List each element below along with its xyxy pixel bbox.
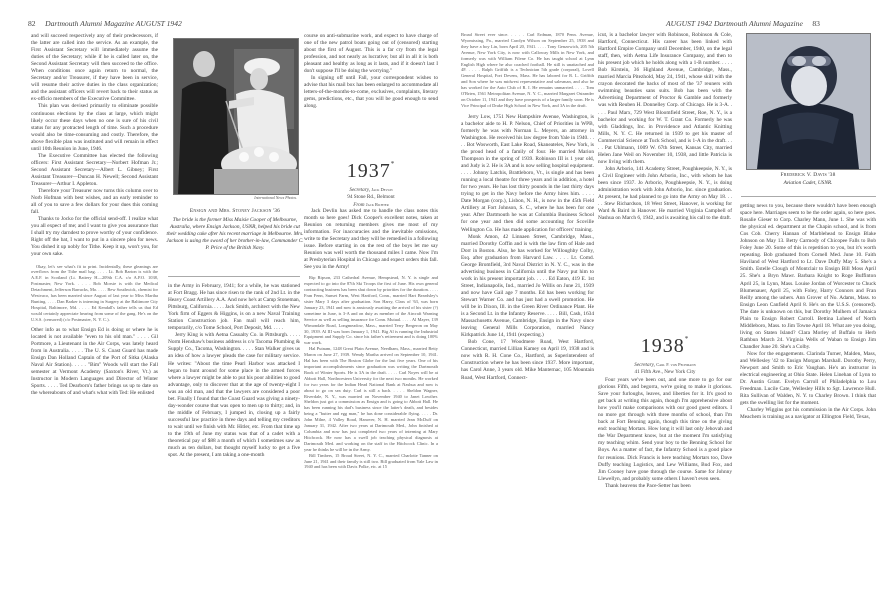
secretary-address: 41 Fifth Ave., New York City bbox=[634, 369, 696, 375]
right-page bbox=[448, 0, 896, 600]
paragraph: icut, is a bachelor lawyer with Robinson, Robinson & Cole, Hartford, Connecticut. His career has been linked with Hartford Empire Company until December, 1940, on the legal staff, then, with Aetna Life Insurance Company, and then to his present job which he holds along with a 1-B number. . . . . Bob Kirstein, 36 Highland Avenue, Cambridge, Mass., married Marcia Pitezhold, May 24, 1941, whose skill with the crayon decorated the backs of most of the '37 reuners with swimming beauties sans suits. Bob has been with the Advertising Department of Proctor & Gamble and formerly was with Reuben H. Donnelley Corp. of Chicago. He is 3-A. . . . . Paul Marx, 729 West Bloomfield Street, Roe, N. Y., is a bachelor and working for W. T. Grant Co. Formerly he was with Gladdings, Inc. in Providence and Atlantic Knitting Mills, N. Y. C. He returned in 1939 to get his master of Commercial Science at Tuck School, and is 1-A in the draft. . . . . Pat Uhlmann, 1009 W. 67th Street, Kansas City, married Helen Jane Weil on November 10, 1938, and little Patricia is now living with them. bbox=[598, 32, 732, 165]
left-column-1 bbox=[31, 33, 158, 397]
from-label: From bbox=[353, 202, 365, 208]
paragraph: Thanks to Jocko for the official send-off. I realize what you all expect of me; and I want to give you assurance that I shall try my darndest to prove worthy of your confidence. Right off the bat, I want to put in a sincere plea for news. You dished it up nobly for Tithe. Keep it up, won't you, for your own sake. bbox=[31, 216, 158, 258]
paragraph: and will succeed respectively any of their predecessors, if the latter are called into the service. As an example, the First Assistant Secretary will immediately assume the duties of the Secretary; while if he is called later on, the Second Assistant Secretary will then succeed to the office. When conditions once again return to normal, the Secretary and/or Treasurer, if they have been in service, will resume their active duties in the class organization; and the assistant officers will revert back to their status as ex-officio members of the Executive Committee. bbox=[31, 33, 158, 103]
wedding-photo-image bbox=[174, 39, 298, 194]
photo-caption-subtitle: Aviation Cadet, USNR. bbox=[783, 180, 833, 186]
paragraph: The Executive Committee has elected the following officers: First Assistant Secretary—Norbert Hofman Jr.; Second Assistant Secretary—Albert L. Gibney; First Assistant Treasurer—Duncan H. Newell; Second Assistant Treasurer—Arthur I. Appleton. bbox=[31, 152, 158, 187]
divider-rule bbox=[168, 276, 300, 277]
wedding-photo bbox=[173, 38, 299, 195]
paragraph: course on anti-submarine work, and expect to have charge of one of the new patrol boats going out of (censored) starting about the first of August. This is a far cry from the legal profession, and not nearly as lucrative; but all in all it is both pleasant and healthy as long as it lasts, and if it doesn't last I don't suppose I'll be doing the worrying." bbox=[304, 33, 438, 75]
paragraph: Monk Amon, 42 Linnaen Street, Cambridge, Mass., married Dorothy Coffin and is with the law firm of Hale and Dorr in Boston. Also, he has worked for Willoughby Colby, Esq. after graduation from Harvard Law. . . . . Lt. Comd. George Bromfield, 3rd Naval District in N. Y. C., was in the advertising business in California until the Navy put him to work in his present important job. . . . . Ed Eaton, 419 E. 1st Street, Indianapolis, Ind., married Jo Willis on June 21, 1939 and now have Gail age 7 months. Ed has been working for Stewart Warner Co. and has just had a swell promotion. He will be in Dixon, Ill. in the Green River Ordinance Plant. He is a Second Lt. in the Infantry Reserve. . . . . Bill, Cash, 1634 Massachusetts Avenue, Cambridge, Ensign in the Navy since leaving General Mills Corporation, married Nancy Kirkpatrick June 14, 1941 (expecting.) bbox=[461, 233, 594, 339]
aviation-cadet-photo-image bbox=[747, 34, 870, 169]
running-head-right bbox=[666, 19, 820, 28]
right-column-3 bbox=[740, 203, 876, 421]
running-head-title: Dartmouth Alumni Magazine AUGUST 1942 bbox=[45, 19, 182, 28]
paragraph: Now for the engagements. Clarinda Turner, Malden, Mass, and Wellesley '42 to Ensign Morgan Marshall. Dorothy Perry, Newport and Smith to Eric Vaughan. He's an instructor in electrical engineering at Ohio State. Helen Linehan of Lynn to Dr. Austin Grant. Evelyn Carroll of Philadelphia to Lou Freedman. Lucile Cate, Wellesley Hills to Sgt. Lawrence Hull. Rita Sullivan of Walden, N. Y. to Charley Brown. I think that gets the swelling list for the moment. bbox=[740, 350, 876, 407]
small-print-block bbox=[461, 32, 594, 109]
small-print-paragraph: Bill Timbers, 15 Broad Street, N. Y. C., married Charlotte Tanner on June 21, 1941 and their family is still two. Bill graduated from Yale Law in 1940 and has been with Davis Polke, etc. at 15 bbox=[304, 452, 438, 470]
paragraph: This plan was devised primarily to eliminate possible continuous elections by the class at large, which might likely occur these days when no one is sure of his civil status for any protracted length of time. Such a procedure would also be time-consuming and costly. Therefore, the above flexible plan was instituted and will remain in effect until 10th Reunion in June, 1946. bbox=[31, 103, 158, 152]
photo-caption-body: The bride is the former Miss Maisie Cooper of Melbourne, Australia, where Ensign Jackson, USNR, helped his bride cut their wedding cake after his recent marriage in Melbourne. Mrs. Jackson is using the sword of her brother-in-law, Commander C. P. Price of the British Navy. bbox=[166, 217, 304, 252]
paragraph: in the Army in February, 1941; for a while, he was stationed at Fort Bragg. He has since risen to the rank of 2nd Lt. in the Heavy Coast Artillery A.A. And now he's at Camp Stoneman, Pittsburg, California. . . . . Jack Smith, architect with the New York firm of Eggers & Higgins, is on a new Naval Training Station Construction job. Fan mail will reach him, temporarily, c/o Tome School, Port Deposit, Md. . . . . bbox=[168, 283, 300, 332]
class-marker: * bbox=[390, 160, 396, 168]
left-column-3 bbox=[304, 33, 438, 111]
secretary-label: Secretary, bbox=[634, 362, 655, 368]
paragraph: Bob Cone, 17 Woodmere Road, West Hartford, Connecticut, married Lillian Kamey on April 19, 1938 and is now with R. H. Cone Co., Hartford, as Superintendent of Construction where he has been since 1937. More important, has Carol Anne, 3 years old. Mike Manternac, 105 Mountain Road, West Hartford, Connect- bbox=[461, 339, 594, 381]
paragraph: Other info as to what Ensign Ed is doing or where he is located is not available "even to his old man." . . . . Gil Portmore, a Lieutenant in the Air Corps, was lately heard from in Australia. . . . . The U. S. Coast Guard has made Ensign Dan Holland Captain of the Port of Sitka (Alaska Naval Air Station). . . . . "Bim" Woods will start the Fall semester at Vermont Academy (Saxton's River, Vt.) as Instructor in Modern Languages and Director of Winter Sports. . . . . Ted Dearborn's father brings us up to date on the whereabouts of and what's what with Ted: He enlisted bbox=[31, 326, 158, 396]
secretary-address: 94 Stone Rd., Belmont bbox=[347, 194, 395, 200]
small-print-paragraph: Okay, let's see what's fit to print. Incidentally, these gleanings are overflows from the Tithe mail bag. . . . . Lt. Bob Barton is with the A.E.F. in Scotland (Lt. Battery H—209th C.A. c/o A.P.O. 1038, Postmaster, New York. . . . . Bob Morsie is with the Medical Detachment, Jefferson Barracks, Mo. . . . . Bew Southwick, chemist for Westvaco, has been married since August of last year to Miss Martha Bunting. . . . . Dan Barker is interning in Surgery at the Baltimore City Hospital, Baltimore, Md. . . . . Ed Kendall's father tells us that Ed would certainly appreciate hearing from some of the gang. He's on the U.S.S. (censored) (c/o Postmaster, N. Y. C.). bbox=[31, 263, 158, 322]
paragraph: Charley Wiggins got his commission in the Air Corps. John Meachem is training as a navigator at Ellington Field, Texas, bbox=[740, 407, 876, 421]
class-year: 1938 bbox=[640, 335, 685, 357]
left-column-2 bbox=[168, 283, 300, 459]
paragraph: Jack Devlin has asked me to handle the class notes this month so here goes! Dick Cooper's excellent notes, taken at Reunion on returning members gives me most of my information. For inaccuracies and the inevitable omissions, write to the Secretary and they will be remedied in a following issue. Before starting in on the rest of the boys let me say Reunion was well worth the thousand miles I came. Now I'm at Presbyterian Hospital in Chicago and expect orders this fall. See you in the Army! bbox=[304, 208, 438, 271]
paragraph: getting news to you, because there wouldn't have been enough space here. Marriages seem to be the order again, so here goes. Rosalie Gieser to Corp. Charley Mann, June 1. She was with the physical ed. department at the Chapin school, and is from Cos Cob. Cherry Hannan of Marblehead to Ensign Blake Johnson on May 13. Betty Carmody of Chicopee Falls to Bob Foley June 20. Some of this is repetition to you, but it's worth repeating. Bob graduated from Cornell Med. June 10. Faith Haviland of West Hartford to Lt. Dave Duffy May 5. She's a Smith. Estelle Clough of Montclair to Ensign Bill Moss April 25. She's a Bryn Mawr. Barbara Knight to Roge Buffinton April 25, in Lynn, Mass. Louise Jordan of Worcester to Chuck Blumenauer, April 25, with Foley, Harry Connors and Fran Reilly among the ushers. Ann Grover of No. Adams, Mass. to Ensign Leon Canfield April 8. He's on the U.S.S. (censored). The date is unknown on this, but Dorothy Mulhern of Jamaica Plain to Ensign Robert Carroll. Bettina Loheed of North Middleboro, Mass. to Jim Towne April 18. What are you doing, living on Staten Island? Clara Morley of Buffalo to Herb Rathbun March 24. Virginia Wells of Waban to Ensign Jim Chandler June 20. She's a Colby. bbox=[740, 203, 876, 350]
class-year-heading-1937 bbox=[304, 160, 438, 183]
page-number: 83 bbox=[812, 19, 820, 28]
photo-credit: International News Photos. bbox=[254, 196, 297, 200]
left-column-3-cont bbox=[304, 208, 438, 470]
class-year-heading-1938 bbox=[598, 335, 732, 358]
aviation-cadet-photo bbox=[746, 33, 871, 170]
photo-caption-title: Ensign and Mrs. Stoney Jackson '36 bbox=[189, 208, 281, 214]
secretary-name: Carl F. von Pechmann bbox=[656, 362, 696, 367]
from-name: Jack Richter bbox=[365, 202, 389, 207]
small-print-paragraph: Rip Ripson, 233 Cathedral Avenue, Hempstead, N. Y. is single and expected to go into the 87th Ski Troops the first of June. His own general contracting business has been shut down by priorities for the duration. . . . . Fran Fenn, Sunset Farm, West Hartford, Conn., married Hart Beardsley's sister Mary 3 days after graduation. Son Harry, Class of '63, was born January 23, 1941 and now is anxiously awaiting the arrival of his sister (?) sometime in June, is 3-A and on duty as member of the Aircraft Warning Service as well as selling insurance for Conn. Mutual. . . . . Al Mayer, 139 Wimondale Road, Longmeadow, Mass., married Terry Bergeron on May 30, 1939. Al III was born January 1, 1941. Big Al is running the Industrial Equipment and Supply Co. since his father's retirement and is doing 100% war work. bbox=[304, 275, 438, 346]
class-year: 1937 bbox=[346, 160, 391, 182]
photo-caption-title: Frederick V. Davis '38 bbox=[780, 172, 836, 178]
small-print-paragraph: Broad Street ever since. . . . . Carl Erdman, 1870 Penn. Avenue, Wyomissing, Pa., married Carolyn Wilson on September 25, 1938 and they have a boy Lin, born April 20, 1941. . . . . Tony Genzowich, 205 5th Avenue, New York City, is now with Calloway Mills in New York, and formerly was with William Filene Co. He has taught school at Lynn English High where he also coached football. He still is unattached and 4F. . . . . Ralph Griffith is a Technician 5th grade (corporal), Lovell General Hospital, Fort Devens, Mass. He has labored for R. L. Griffith and Son where he was midwest representative and salesman, and also he has worked for the Auto Club of R. I. He remains unmarried. . . . . Tom O'Brien, 1561 Metropolitan Avenue, N. Y. C., married Margaret Ostrander on October 11, 1941 and they have prospects of a larger family soon. He is Vice Principal of Drake High School in New York, and 3A in the draft. bbox=[461, 32, 594, 108]
secretary-label: Secretary, bbox=[349, 187, 371, 193]
class-marker: * bbox=[684, 335, 690, 343]
paragraph: Therefore your Treasurer now turns this column over to Norb Hofman with best wishes, and an early reminder to all of you to save a few dollars for your dues this coming fall. bbox=[31, 188, 158, 216]
paragraph: Jerry Low, 1751 New Hampshire Avenue, Washington, is a bachelor aide to H. P. Nelson, Chief of Priorities in WPB, formerly he was with Norman L. Meyers, an attorney in Washington. He received his law degree from Yale in 1940. . . . . Bot Wosworth, East Lake Road, Skaneateles, New York, is the proud head of a family of four. He married Marion Thompson in the spring of 1939. Robinson III is 1 year old, and Judy is 2. He is 3A and is now selling hospital equipment. . . . . Johnny Latchis, Brattleboro, Vt., is single and has been running a local theatre for three years and in addition, a hotel for two years. He has lost thirty pounds in the last thirty days trying to get in the Navy before the Army hires him. . . . . Date Morgan (corp.), Lisbon, N. H., is now in the 45th Field Artillery at Fort Johnson, S. C., where he has been for one year. After Dartmouth he was at Columbia Business School for one year and then did some accounting for Scoville Wellington Co. He has made application for officers' training. bbox=[461, 113, 594, 233]
running-head-title: AUGUST 1942 Dartmouth Alumni Magazine bbox=[666, 19, 803, 28]
paragraph: Thank heavens the Pace-Setter has been bbox=[605, 482, 691, 489]
paragraph: John Arborio, 141 Academy Street, Poughkeepsie, N. Y., is a Civil Engineer with John Arborio, Inc., with whom he has been since 1937. Jo Arborio, Poughkeepsie, N. Y., is doing administration work with John Arborio, Inc. since graduation. At present, he had planned to go into the Army on May 18. . . . . Stew Richardson, 18 West Street, Hanover, is working for Ward & Baird in Hanover. He married Virginia Campbell of Nashua on March 6, 1942, and is awaiting his call to the draft. bbox=[598, 165, 732, 222]
paragraph: In signing off until Fall, your correspondent wishes to advise that his mail box has been enlarged to accommodate all letters-of-the-months-to-come, exclusives, complaints, literary gems, predictions, etc., that you will be good enough to send along. bbox=[304, 75, 438, 110]
paragraph: Jerry King is with Aetna Casualty Co. in Pittsburgh. . . . . Norm Henshaw's business address is c/o Tacoma Plumbing & Supply Co., Tacoma, Washington. . . . . Stan Walker gives us an idea of how a lawyer pleads the case for military service. He writes: "About the time Pearl Harbor was attacked I began to hunt around for some place in the armed forces where a lawyer might be able to put his poor abilities to good advantage, only to discover that at the age of twenty-eight I was an old man, and that the lawyers are considered a poor bet. Finally I found that the Coast Guard was giving a ninety-day-wonder course that was open to men up to thirty; and, in the middle of February, I jumped in, closing up a fairly successful law practice in three days and telling my creditors to wait until we finish with Mr. Hitler, etc. From that time up to the 19th of June my status was that of a cadet with a theoretical pay of $88 a month of which I sometimes saw as much as ten dollars, but thought myself lucky to get a five spot. At the present, I am taking a one-month bbox=[168, 332, 300, 459]
small-print-block bbox=[31, 264, 158, 323]
secretary-block-1938 bbox=[598, 361, 732, 376]
small-print-block bbox=[304, 275, 438, 470]
secretary-block-1937 bbox=[304, 186, 438, 209]
small-print-paragraph: Hal Putnam, 1248 Great Plain Avenue, Needham, Mass., married Betty Maron on June 27, 1939. Wendy Martha arrived on September 10, 1941. Hal has been with The Boston Globe for the last five years. One of his important accomplishments since graduation was writing the Dartmouth Book of Winter Sports. He is 3A in the draft. . . . . Carl Noyes will be at Abbott Hall, Northwestern University for the next two months. He worked for two years for the Indian Head National Bank at Nashua and now is about to go on sea duty. Carl is still a bach. . . . . Sheldon Wagner, Riverdale, N. Y., was married on November 1940 to Janet Lowther. Sheldon just got a commission as Ensign and is going to Abbott Hall. He has been running his dad's business since the latter's death, and besides being a "butter and egg man," he has done considerable flying. . . . . Dr. John Milne, 4 Valley Road, Hanover, N. H. married Jean McDuff on January 31, 1942. After two years at Dartmouth Med., John finished at Columbia and now has just completed two years of interning at Mary Hitchcock. He now has a swell job teaching physical diagnosis at Dartmouth Med. and working on the staff in the Hitchcock Clinic. In a year he thinks he will be in the Army. bbox=[304, 346, 438, 452]
secretary-name: Jack Devlin bbox=[371, 187, 393, 192]
page-number: 82 bbox=[28, 19, 36, 28]
running-head-left bbox=[28, 19, 182, 28]
divider-rule bbox=[741, 196, 876, 197]
right-column-1 bbox=[461, 32, 594, 382]
right-column-2 bbox=[598, 32, 732, 222]
right-column-2-cont bbox=[598, 377, 732, 490]
paragraph: Four years we've been out, and one more to go for our glorious Fifth, and begorra, we're going to make it glorious. Save your furloughs, leaves, and liberties for it. It's good to get back at writing this again, though I'm apprehensive about how you'll make comparisons with our good guest editors. I no more got through with three months of school, than I'm back at Fort Benning again, though this time on the giving end: teaching Mortars. How long it will last only Jehovah and the War Department know, but at the moment I'm satisfying my teaching whim. Send your boy to the Benning School for Boys. As a matter of fact, the Infantry School is a good place for reunions. Dick Francis is here teaching Mortars too, Dave Duffy teaching Logistics, and Lew Williams, Bud Fox, and Jim Cooney have gone through the course. Same for Johnny Llewellyn, and probably some others I haven't even seen. bbox=[598, 377, 732, 482]
